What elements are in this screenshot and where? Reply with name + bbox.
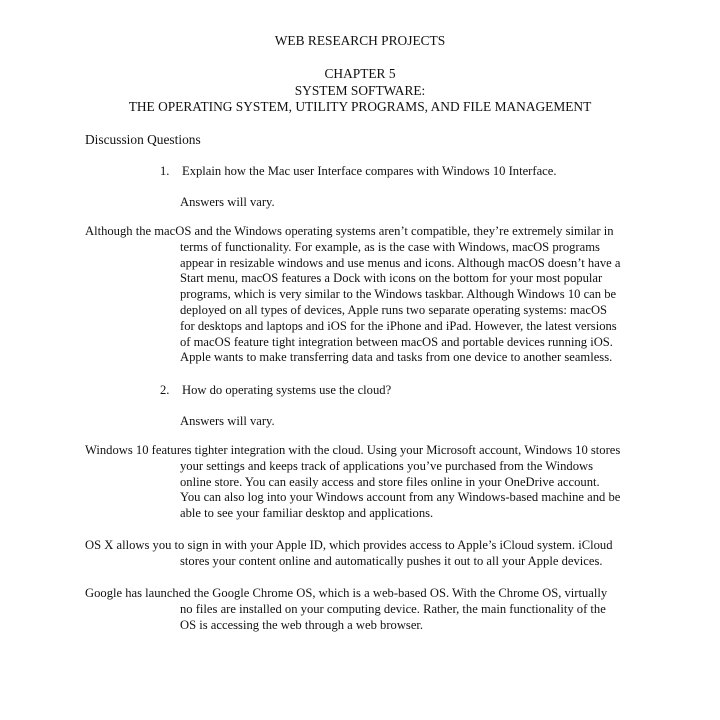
paragraph-line: Windows 10 features tighter integration with the cloud. Using your Microsoft account, Windows 10 stores — [85, 443, 621, 457]
chapter-topic: THE OPERATING SYSTEM, UTILITY PROGRAMS, AND FILE MANAGEMENT — [128, 99, 592, 114]
paragraph-line: online store. You can easily access and store files online in your OneDrive account. — [180, 474, 600, 489]
paragraph-line: no files are installed on your computing device. Rather, the main functionality of the — [180, 601, 606, 616]
section-heading: Discussion Questions — [85, 132, 201, 147]
document-title: WEB RESEARCH PROJECTS — [274, 33, 446, 48]
paragraph-line: stores your content online and automatically pushes it out to all your Apple devices. — [180, 553, 603, 568]
answer-paragraph — [85, 224, 645, 366]
paragraph-line: of macOS feature tight integration between macOS and portable devices running iOS. — [180, 334, 613, 349]
paragraph-line: your settings and keeps track of applications you’ve purchased from the Windows — [180, 458, 593, 473]
answer-note: Answers will vary. — [180, 195, 275, 209]
question-number: 1. — [160, 164, 170, 178]
chapter-subtitle: SYSTEM SOFTWARE: — [294, 82, 426, 98]
paragraph-line: OS X allows you to sign in with your Apple ID, which provides access to Apple’s iCloud system. iCloud — [85, 538, 613, 552]
paragraph-line: for desktops and laptops and iOS for the iPhone and iPad. However, the latest versions — [180, 318, 617, 333]
answer-note: Answers will vary. — [180, 414, 275, 428]
paragraph-line: Google has launched the Google Chrome OS, which is a web-based OS. With the Chrome OS, virtually — [85, 586, 608, 600]
paragraph-line: Although the macOS and the Windows operating systems aren’t compatible, they’re extremely similar in — [85, 224, 614, 238]
chapter-label: CHAPTER 5 — [324, 66, 396, 81]
question-text: How do operating systems use the cloud? — [182, 383, 392, 397]
question-text: Explain how the Mac user Interface compares with Windows 10 Interface. — [182, 164, 557, 178]
answer-paragraph — [85, 443, 645, 522]
answer-paragraph — [85, 586, 645, 633]
paragraph-line: Apple wants to make transferring data and tasks from one device to another seamless. — [180, 350, 613, 365]
paragraph-line: deployed on all types of devices, Apple runs two separate operating systems: macOS — [180, 302, 608, 317]
paragraph-line: Start menu, macOS features a Dock with icons on the bottom for your most popular — [180, 271, 603, 286]
paragraph-line: programs, which is very similar to the Windows taskbar. Although Windows 10 can be — [180, 287, 617, 302]
paragraph-line: OS is accessing the web through a web browser. — [180, 617, 424, 632]
paragraph-line: appear in resizable windows and use menus and icons. Although macOS doesn’t have a — [180, 255, 621, 270]
answer-paragraph — [85, 538, 645, 570]
question-number: 2. — [160, 383, 170, 397]
paragraph-line: You can also log into your Windows account from any Windows-based machine and be — [180, 490, 621, 505]
paragraph-line: able to see your familiar desktop and applications. — [180, 506, 434, 521]
paragraph-line: terms of functionality. For example, as is the case with Windows, macOS programs — [180, 239, 600, 254]
